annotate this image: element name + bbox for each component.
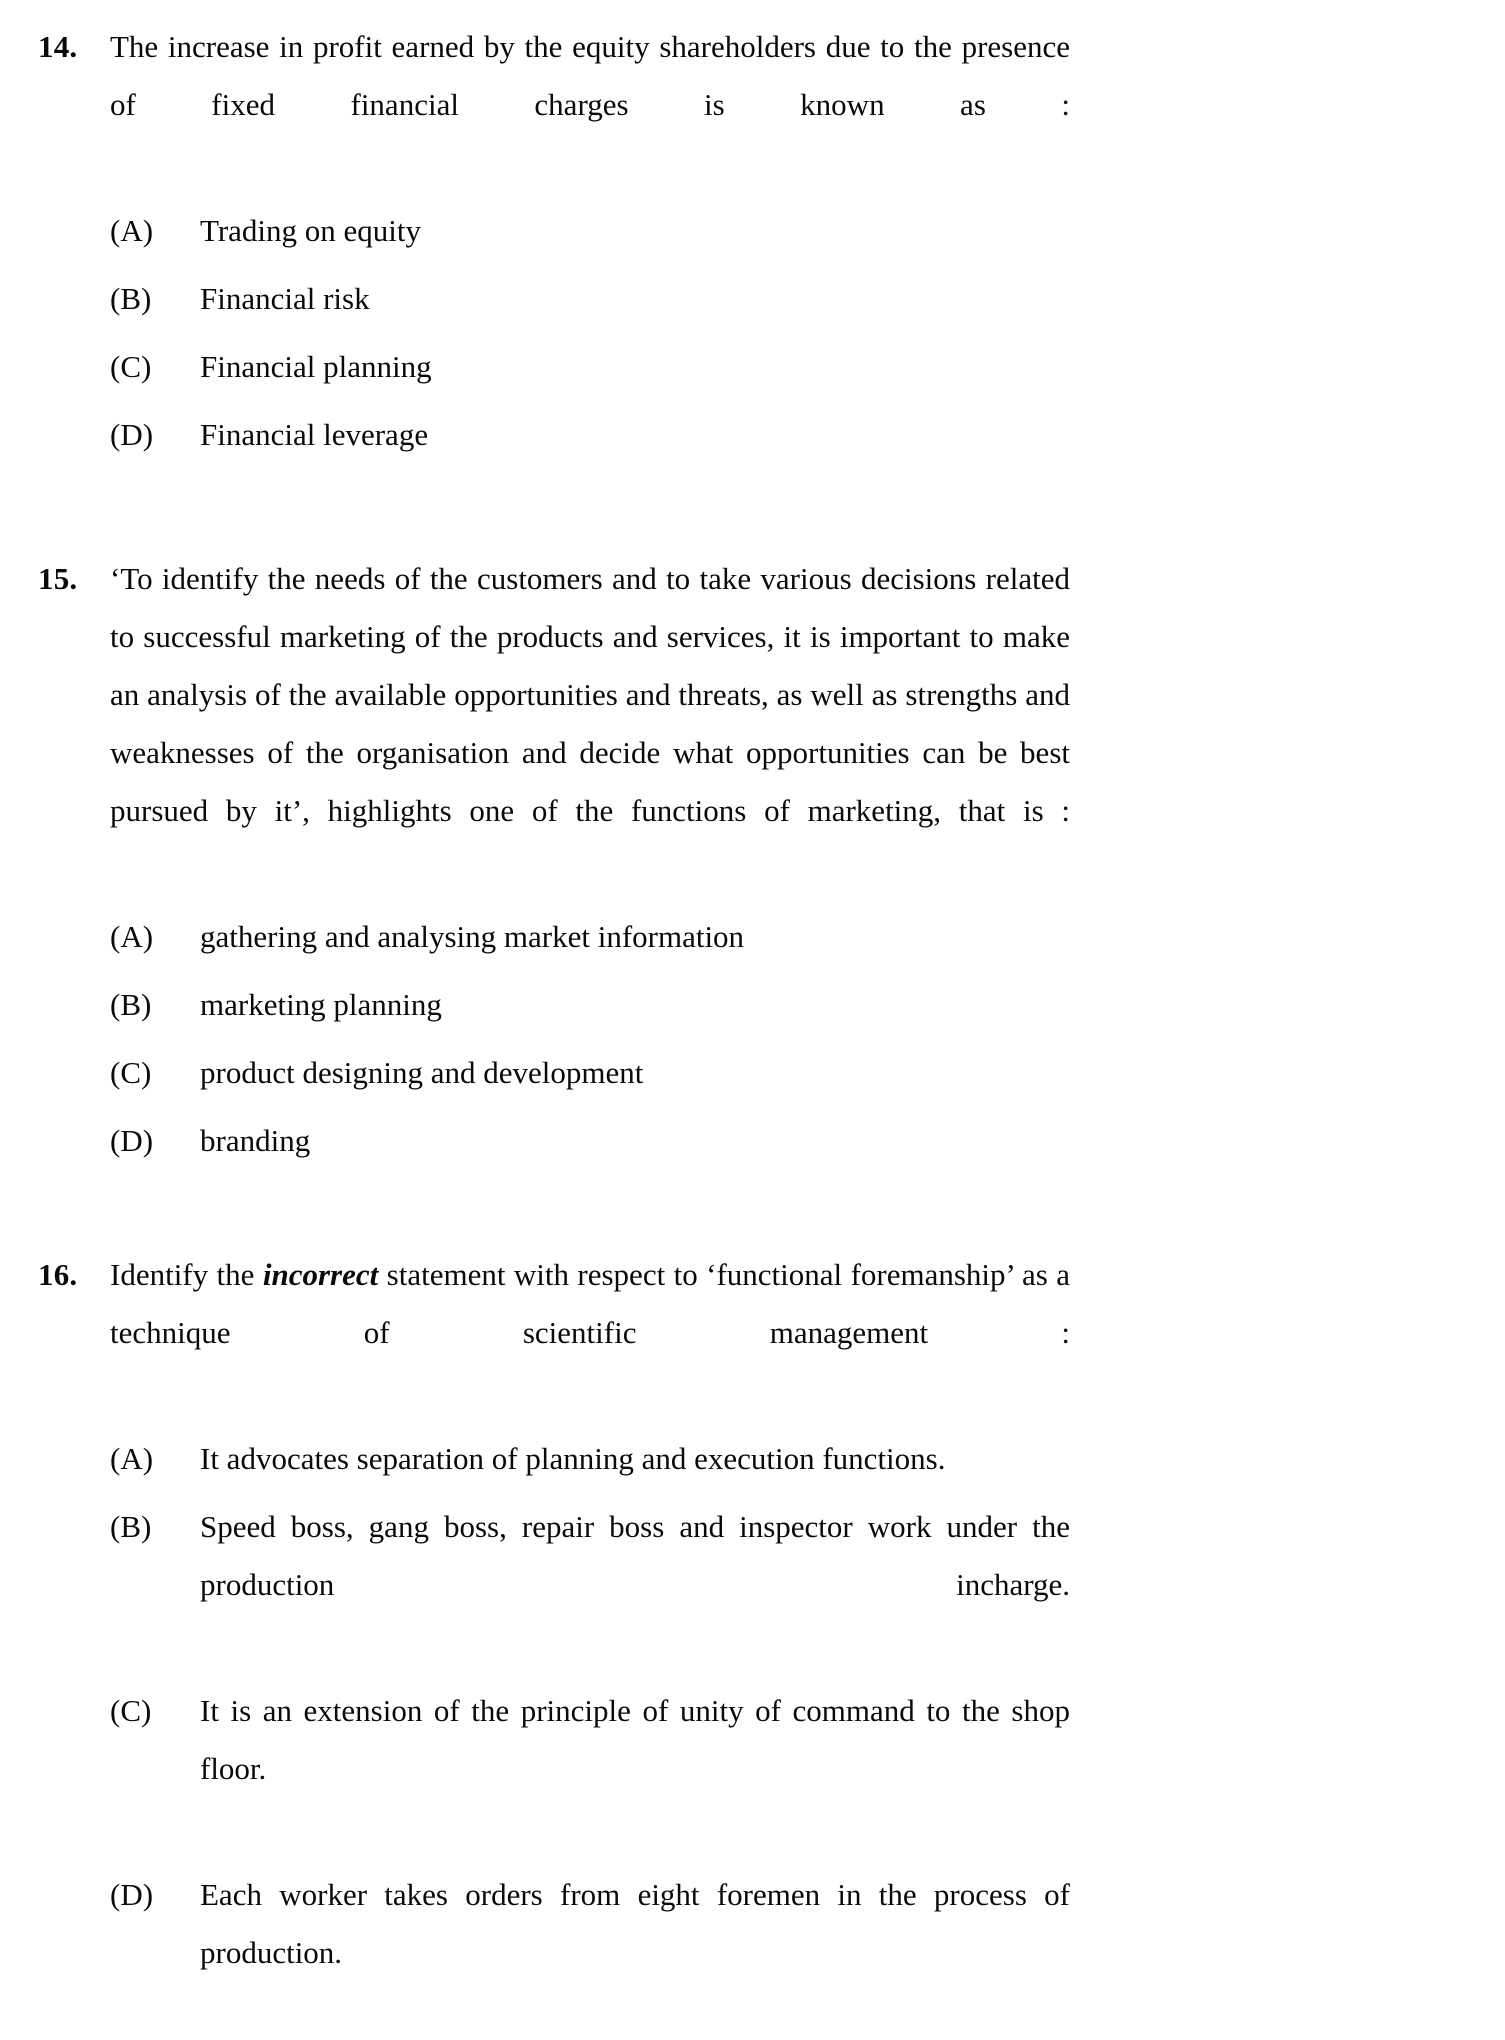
option-label-16-c: (C) (110, 1693, 152, 1728)
question-stem-16 (38, 1246, 1070, 1420)
option-label-16-d: (D) (110, 1877, 154, 1912)
question-number-16: 16. (38, 1257, 78, 1292)
option-label-15-c: (C) (110, 1055, 152, 1090)
option-text-15-d: branding (200, 1123, 311, 1158)
option-text-14-b: Financial risk (200, 281, 370, 316)
question-number-14: 14. (38, 29, 78, 64)
option-label-14-d: (D) (110, 417, 154, 452)
question-stem-14 (38, 18, 1070, 192)
question-spacer-14-15 (0, 464, 1505, 550)
question-text-16-prefix: Identify the (110, 1257, 263, 1292)
question-text-15 (110, 550, 1070, 898)
option-16-a[interactable] (110, 1430, 1070, 1488)
option-label-15-a: (A) (110, 919, 154, 954)
option-text-14-a: Trading on equity (200, 213, 422, 248)
option-label-14-a: (A) (110, 213, 154, 248)
question-block-16 (0, 1246, 1505, 2040)
question-text-16-emphasis: incorrect (262, 1257, 379, 1292)
option-text-14-c: Financial planning (200, 349, 432, 384)
option-label-14-c: (C) (110, 349, 152, 384)
options-list-16 (38, 1430, 1070, 2040)
option-text-16-a: It advocates separation of planning and execution functions. (200, 1441, 946, 1476)
option-label-15-d: (D) (110, 1123, 154, 1158)
option-16-d[interactable] (110, 1866, 1070, 2040)
option-16-c[interactable] (110, 1682, 1070, 1856)
option-text-16-c: It is an extension of the principle of unity of command to the shop floor. (200, 1693, 1070, 1786)
question-text-16 (110, 1246, 1070, 1420)
option-text-15-b: marketing planning (200, 987, 442, 1022)
option-label-15-b: (B) (110, 987, 152, 1022)
question-number-15: 15. (38, 561, 78, 596)
question-text-14-content: The increase in profit earned by the equity shareholders due to the presence of fixed financial charges is known as : (110, 29, 1070, 122)
options-list-15 (38, 908, 1070, 1170)
option-14-b[interactable] (110, 270, 1070, 328)
option-label-16-b: (B) (110, 1509, 152, 1544)
question-text-14 (110, 18, 1070, 192)
option-14-a[interactable] (110, 202, 1070, 260)
option-15-c[interactable] (110, 1044, 1070, 1102)
option-14-c[interactable] (110, 338, 1070, 396)
option-15-d[interactable] (110, 1112, 1070, 1170)
option-label-16-a: (A) (110, 1441, 154, 1476)
option-text-15-c: product designing and development (200, 1055, 644, 1090)
question-text-15-content: ‘To identify the needs of the customers and to take various decisions related to successful marketing of the products and services, it is important to make an analysis of the available opportunities and threats, as well as strengths and weaknesses of the organisation and decide what opportunities can be best pursued by it’, highlights one of the functions of marketing, that is : (110, 561, 1070, 828)
option-text-15-a: gathering and analysing market information (200, 919, 745, 954)
option-14-d[interactable] (110, 406, 1070, 464)
question-spacer-15-16 (0, 1170, 1505, 1246)
option-16-b[interactable] (110, 1498, 1070, 1672)
option-text-16-d: Each worker takes orders from eight foremen in the process of production. (200, 1877, 1070, 1970)
question-block-14 (0, 18, 1505, 464)
options-list-14 (38, 202, 1070, 464)
option-label-14-b: (B) (110, 281, 152, 316)
option-15-a[interactable] (110, 908, 1070, 966)
question-stem-15 (38, 550, 1070, 898)
option-text-14-d: Financial leverage (200, 417, 429, 452)
question-block-15 (0, 550, 1505, 1170)
option-text-16-b: Speed boss, gang boss, repair boss and inspector work under the production incharge. (200, 1509, 1070, 1602)
option-15-b[interactable] (110, 976, 1070, 1034)
question-text-16-suffix: statement with respect to ‘functional foremanship’ as a technique of scientific management : (110, 1257, 1070, 1350)
